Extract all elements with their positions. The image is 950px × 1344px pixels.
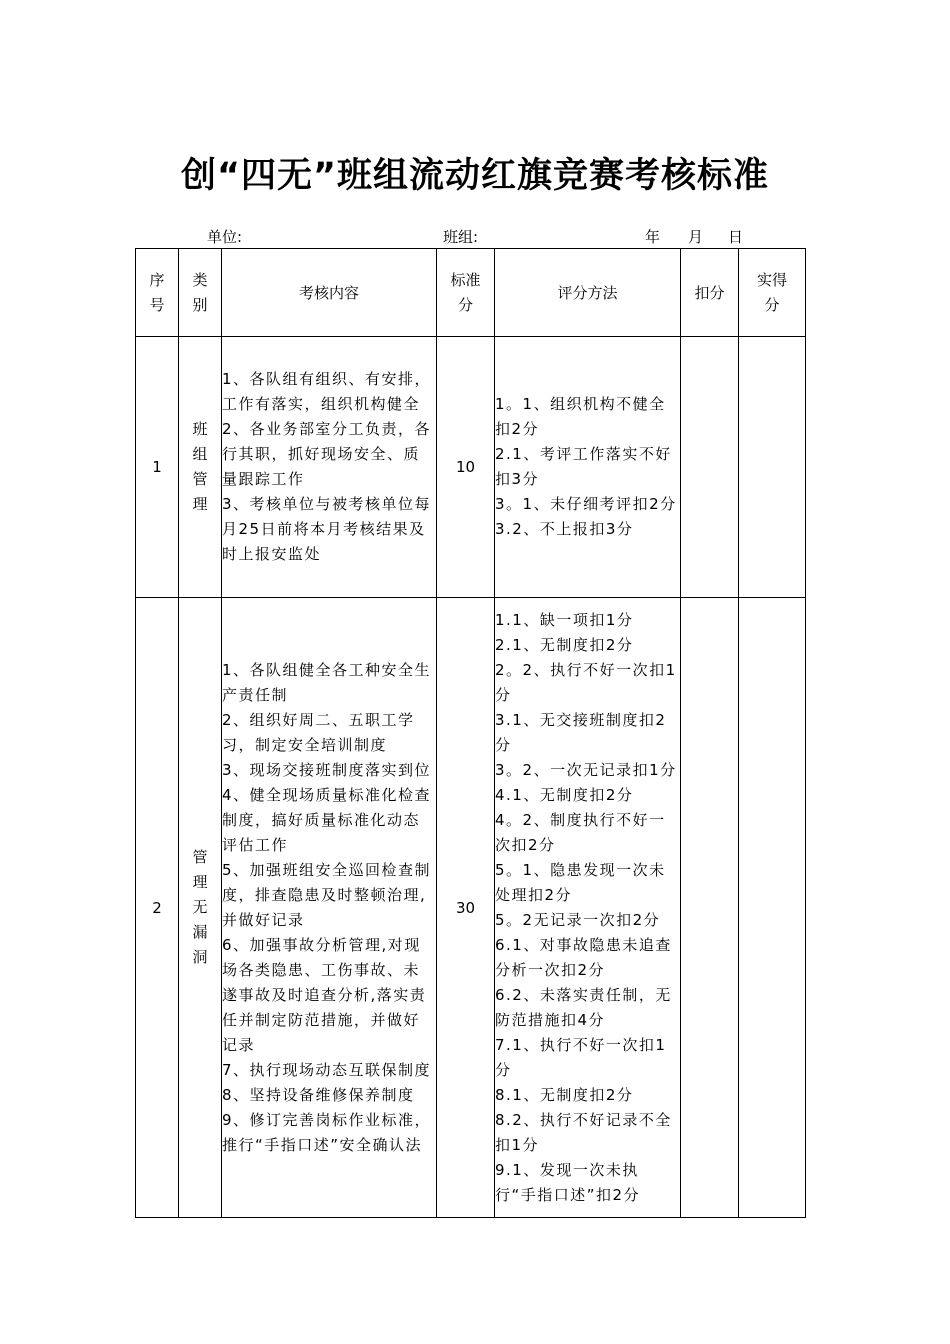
row-method xyxy=(495,337,681,598)
row-seq: 2 xyxy=(136,598,179,1218)
row-standard: 30 xyxy=(437,598,495,1218)
row-actual[interactable] xyxy=(739,598,806,1218)
form-header xyxy=(0,226,950,248)
month-label: 月 xyxy=(688,228,704,246)
row-method xyxy=(495,598,681,1218)
row-deduct[interactable] xyxy=(681,598,739,1218)
table-row xyxy=(136,598,806,1218)
row-category: 管 理 无 漏 洞 xyxy=(179,598,222,1218)
row-content-text: 1、各队组健全各工种安全生产责任制 2、组织好周二、五职工学习，制定安全培训制度 3、现场交接班制度落实到位 4、健全现场质量标准化检查制度，搞好质量标准化动态评估工作 5、加强班组安全巡回检查制度，排查隐患及时整顿治理,并做好记录 6、加强事故分析管理,对现场各类隐患、工伤事故、未遂事故及时追查分析,落实责任并制定防范措施，并做好记录 7、执行现场动态互联保制度 8、坚持设备维修保养制度 9、修订完善岗标作业标准，推行“手指口述”安全确认法 xyxy=(222,660,432,1154)
row-content-text: 1、各队组有组织、有安排，工作有落实，组织机构健全 2、各业务部室分工负责，各行其职，抓好现场安全、质量跟踪工作 3、考核单位与被考核单位每月25日前将本月考核结果及时上报安监处 xyxy=(222,370,432,563)
page-title: 创“四无”班组流动红旗竞赛考核标准 xyxy=(180,156,769,196)
column-header-actual: 实得 分 xyxy=(739,249,806,337)
column-header-deduct: 扣分 xyxy=(681,249,739,337)
row-actual[interactable] xyxy=(739,337,806,598)
row-category: 班 组 管 理 xyxy=(179,337,222,598)
row-seq: 1 xyxy=(136,337,179,598)
column-header-standard: 标准 分 xyxy=(437,249,495,337)
team-label: 班组: xyxy=(443,228,479,246)
unit-label: 单位: xyxy=(207,228,243,246)
table-row xyxy=(136,337,806,598)
day-label: 日 xyxy=(728,228,744,246)
row-content xyxy=(222,598,437,1218)
row-standard: 10 xyxy=(437,337,495,598)
column-header-method: 评分方法 xyxy=(495,249,681,337)
row-deduct[interactable] xyxy=(681,337,739,598)
column-header-category: 类 别 xyxy=(179,249,222,337)
assessment-table xyxy=(135,248,806,1218)
column-header-content: 考核内容 xyxy=(222,249,437,337)
row-method-text: 1。1、组织机构不健全扣2分 2.1、考评工作落实不好扣3分 3。1、未仔细考评扣2分 3.2、不上报扣3分 xyxy=(495,395,677,538)
table-header-row xyxy=(136,249,806,337)
year-label: 年 xyxy=(645,228,661,246)
row-method-text: 1.1、缺一项扣1分 2.1、无制度扣2分 2。2、执行不好一次扣1分 3.1、无交接班制度扣2分 3。2、一次无记录扣1分 4.1、无制度扣2分 4。2、制度执行不好一次扣2分 5。1、隐患发现一次未处理扣2分 5。2无记录一次扣2分 6.1、对事故隐患未追查分析一次扣2分 6.2、未落实责任制，无防范措施扣4分 7.1、执行不好一次扣1分 8.1、无制度扣2分 8.2、执行不好记录不全扣1分 9.1、发现一次未执行“手指口述”扣2分 xyxy=(495,610,677,1204)
row-content xyxy=(222,337,437,598)
column-header-seq: 序 号 xyxy=(136,249,179,337)
